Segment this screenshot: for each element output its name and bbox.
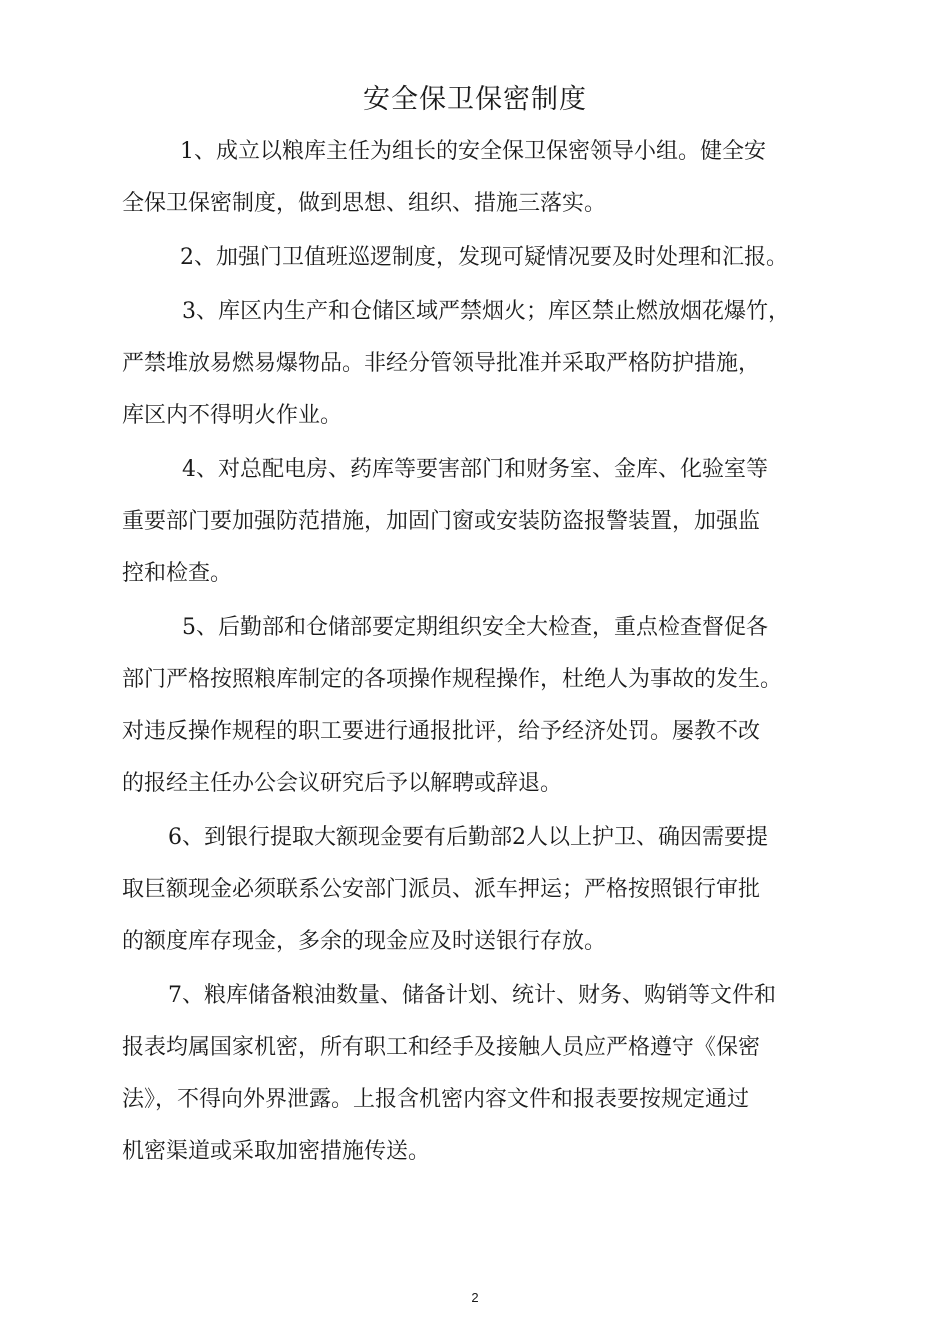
paragraph-line: 的报经主任办公会议研究后予以解聘或辞退。 bbox=[122, 771, 563, 796]
paragraph-line: 的额度库存现金，多余的现金应及时送银行存放。 bbox=[122, 929, 607, 954]
paragraph-line: 控和检查。 bbox=[122, 561, 233, 586]
document-body bbox=[122, 126, 830, 1178]
paragraph-line: 5、后勤部和仓储部要定期组织安全大检查，重点检查督促各 bbox=[182, 615, 768, 640]
paragraph-line: 6、到银行提取大额现金要有后勤部2人以上护卫、确因需要提 bbox=[168, 825, 768, 850]
paragraph-3 bbox=[122, 286, 830, 442]
paragraph-1 bbox=[122, 126, 830, 230]
paragraph-6 bbox=[122, 812, 830, 968]
paragraph-line: 1、成立以粮库主任为组长的安全保卫保密领导小组。健全安 bbox=[180, 139, 766, 164]
paragraph-line: 法》，不得向外界泄露。上报含机密内容文件和报表要按规定通过 bbox=[122, 1087, 750, 1112]
paragraph-line: 7、粮库储备粮油数量、储备计划、统计、财务、购销等文件和 bbox=[168, 983, 776, 1008]
paragraph-line: 重要部门要加强防范措施，加固门窗或安装防盗报警装置，加强监 bbox=[122, 509, 761, 534]
document-title: 安全保卫保密制度 bbox=[363, 84, 587, 115]
paragraph-7 bbox=[122, 970, 830, 1178]
page-number: 2 bbox=[471, 1290, 479, 1305]
paragraph-line: 部门严格按照粮库制定的各项操作规程操作，杜绝人为事故的发生。 bbox=[122, 667, 783, 692]
paragraph-5 bbox=[122, 602, 830, 810]
paragraph-line: 库区内不得明火作业。 bbox=[122, 403, 343, 428]
paragraph-2 bbox=[122, 232, 830, 284]
paragraph-line: 3、库区内生产和仓储区域严禁烟火；库区禁止燃放烟花爆竹， bbox=[182, 299, 790, 324]
paragraph-4 bbox=[122, 444, 830, 600]
paragraph-line: 报表均属国家机密，所有职工和经手及接触人员应严格遵守《保密 bbox=[122, 1035, 761, 1060]
paragraph-line: 取巨额现金必须联系公安部门派员、派车押运；严格按照银行审批 bbox=[122, 877, 761, 902]
paragraph-line: 机密渠道或采取加密措施传送。 bbox=[122, 1139, 431, 1164]
paragraph-line: 严禁堆放易燃易爆物品。非经分管领导批准并采取严格防护措施， bbox=[122, 351, 761, 376]
paragraph-line: 全保卫保密制度，做到思想、组织、措施三落实。 bbox=[122, 191, 607, 216]
paragraph-line: 对违反操作规程的职工要进行通报批评，给予经济处罚。屡教不改 bbox=[122, 719, 761, 744]
paragraph-line: 4、对总配电房、药库等要害部门和财务室、金库、化验室等 bbox=[182, 457, 768, 482]
paragraph-line: 2、加强门卫值班巡逻制度，发现可疑情况要及时处理和汇报。 bbox=[180, 245, 788, 270]
